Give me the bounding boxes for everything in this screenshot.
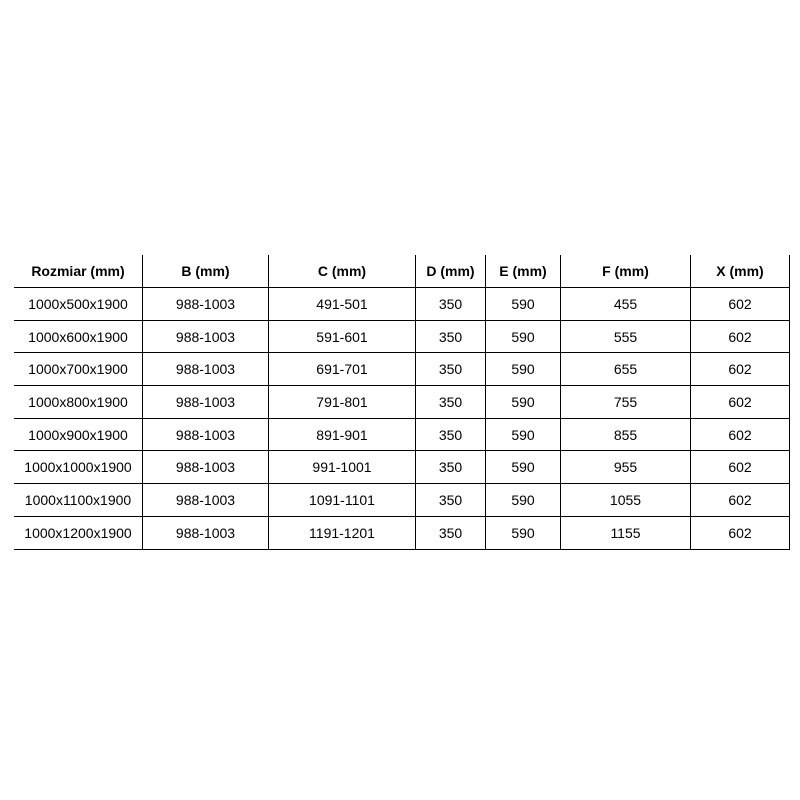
table-cell: 455: [561, 288, 691, 321]
table-row: [14, 516, 790, 549]
table-cell: 988-1003: [143, 451, 269, 484]
table-cell: 988-1003: [143, 418, 269, 451]
table-cell: 590: [486, 418, 561, 451]
table-cell: 988-1003: [143, 484, 269, 517]
table-cell: 791-801: [269, 386, 416, 419]
table-cell: 988-1003: [143, 386, 269, 419]
table-cell: 602: [691, 288, 790, 321]
dimensions-table: [14, 255, 790, 550]
header-row: [14, 255, 790, 288]
table-row: [14, 353, 790, 386]
table-cell: 1191-1201: [269, 516, 416, 549]
table-cell: 988-1003: [143, 353, 269, 386]
table-cell: 855: [561, 418, 691, 451]
table-cell: 350: [416, 386, 486, 419]
table-row: [14, 386, 790, 419]
dimensions-table-grid: [14, 255, 790, 550]
table-row: [14, 418, 790, 451]
column-header: E (mm): [486, 255, 561, 288]
column-header: F (mm): [561, 255, 691, 288]
table-cell: 591-601: [269, 320, 416, 353]
table-cell: 1000x800x1900: [14, 386, 143, 419]
table-cell: 590: [486, 484, 561, 517]
table-cell: 350: [416, 516, 486, 549]
table-cell: 1000x600x1900: [14, 320, 143, 353]
table-cell: 1091-1101: [269, 484, 416, 517]
table-cell: 602: [691, 516, 790, 549]
table-cell: 891-901: [269, 418, 416, 451]
table-cell: 1055: [561, 484, 691, 517]
table-cell: 602: [691, 484, 790, 517]
table-cell: 1000x500x1900: [14, 288, 143, 321]
table-cell: 1000x1200x1900: [14, 516, 143, 549]
table-cell: 350: [416, 288, 486, 321]
table-cell: 602: [691, 386, 790, 419]
table-cell: 691-701: [269, 353, 416, 386]
table-row: [14, 451, 790, 484]
table-cell: 602: [691, 418, 790, 451]
table-cell: 602: [691, 451, 790, 484]
table-cell: 590: [486, 451, 561, 484]
table-cell: 590: [486, 386, 561, 419]
table-cell: 350: [416, 418, 486, 451]
table-cell: 350: [416, 484, 486, 517]
column-header: D (mm): [416, 255, 486, 288]
table-cell: 988-1003: [143, 516, 269, 549]
table-cell: 755: [561, 386, 691, 419]
table-cell: 955: [561, 451, 691, 484]
table-cell: 1000x1000x1900: [14, 451, 143, 484]
table-cell: 590: [486, 288, 561, 321]
table-body: [14, 288, 790, 550]
table-cell: 991-1001: [269, 451, 416, 484]
table-cell: 602: [691, 320, 790, 353]
table-cell: 491-501: [269, 288, 416, 321]
table-cell: 1000x900x1900: [14, 418, 143, 451]
table-cell: 1155: [561, 516, 691, 549]
table-cell: 590: [486, 516, 561, 549]
column-header: C (mm): [269, 255, 416, 288]
column-header: Rozmiar (mm): [14, 255, 143, 288]
table-cell: 350: [416, 451, 486, 484]
table-cell: 655: [561, 353, 691, 386]
table-cell: 590: [486, 353, 561, 386]
table-row: [14, 484, 790, 517]
table-cell: 555: [561, 320, 691, 353]
table-head: [14, 255, 790, 288]
table-cell: 1000x1100x1900: [14, 484, 143, 517]
table-cell: 988-1003: [143, 320, 269, 353]
column-header: X (mm): [691, 255, 790, 288]
column-header: B (mm): [143, 255, 269, 288]
table-row: [14, 320, 790, 353]
table-cell: 988-1003: [143, 288, 269, 321]
table-cell: 1000x700x1900: [14, 353, 143, 386]
table-row: [14, 288, 790, 321]
table-cell: 602: [691, 353, 790, 386]
table-cell: 350: [416, 320, 486, 353]
table-cell: 350: [416, 353, 486, 386]
table-cell: 590: [486, 320, 561, 353]
